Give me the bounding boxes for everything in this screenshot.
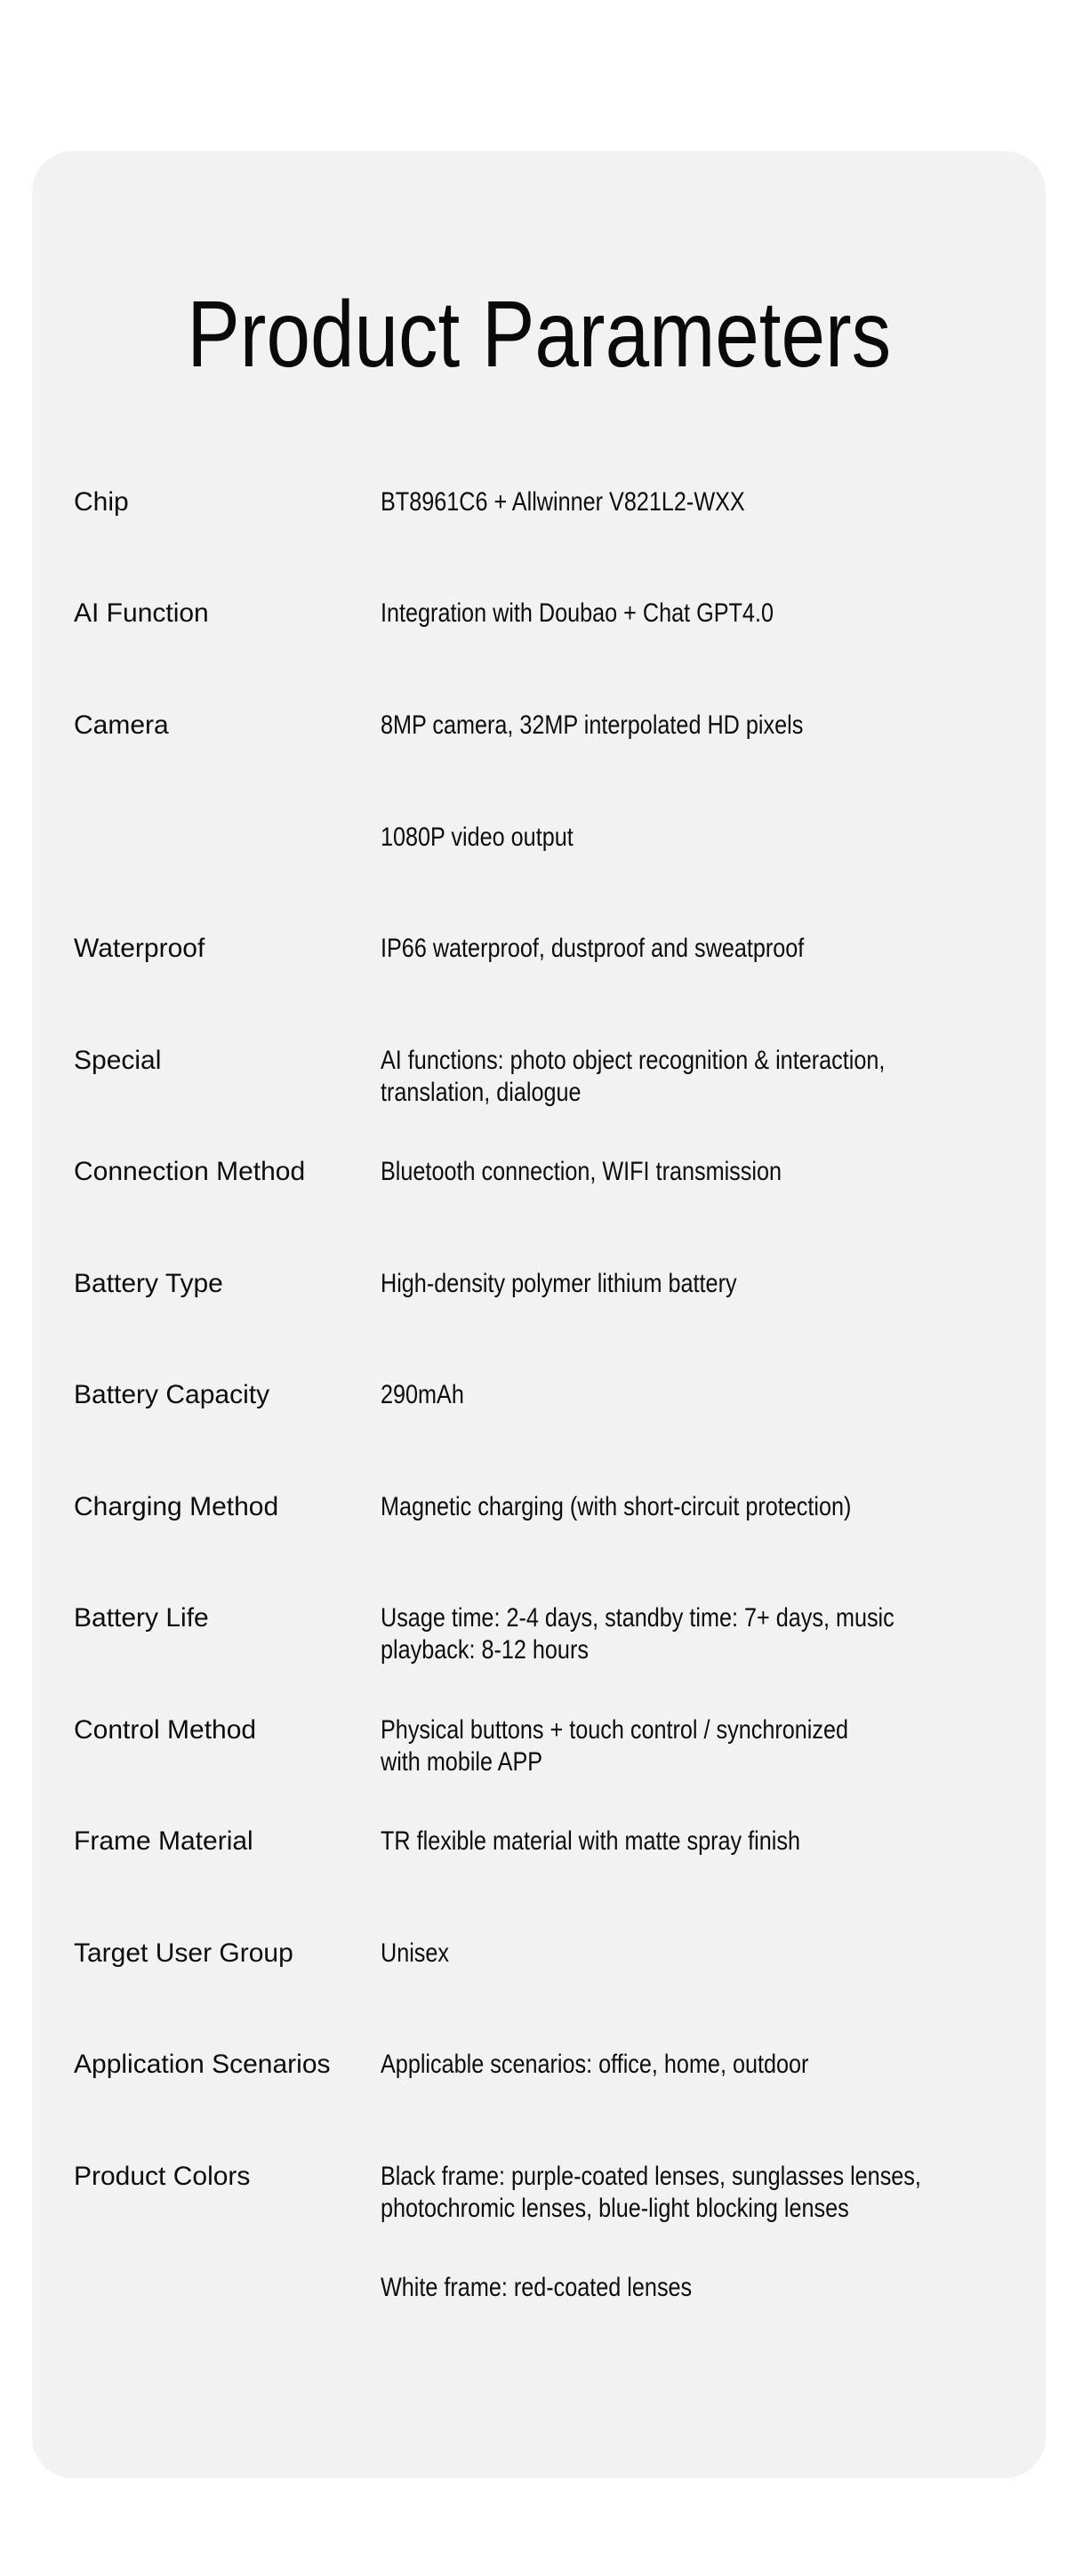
spec-value-line: TR flexible material with matte spray finish [381, 1826, 800, 1856]
spec-value [381, 2049, 890, 2081]
spec-row [32, 1379, 1046, 1411]
spec-value-line: Usage time: 2-4 days, standby time: 7+ days, music [381, 1603, 895, 1633]
spec-row [32, 2049, 1046, 2081]
spec-value-line: Magnetic charging (with short-circuit protection) [381, 1492, 852, 1521]
spec-row [32, 1156, 1046, 1188]
spec-label: Product Colors [74, 2162, 251, 2191]
spec-value [381, 1379, 480, 1411]
spec-label: Chip [74, 487, 129, 517]
spec-row [32, 1268, 1046, 1300]
spec-value-line: with mobile APP [381, 1747, 543, 1777]
spec-label: Charging Method [74, 1492, 279, 1521]
spec-value [381, 486, 814, 518]
spec-row [32, 486, 1046, 518]
spec-value-line: Physical buttons + touch control / synchronized [381, 1715, 848, 1745]
spec-row [32, 1826, 1046, 1858]
spec-value-line: High-density polymer lithium battery [381, 1269, 737, 1298]
spec-value-line: translation, dialogue [381, 1078, 582, 1107]
spec-value [381, 710, 884, 742]
spec-label: Battery Capacity [74, 1380, 270, 1409]
spec-value-line: photochromic lenses, blue-light blocking lenses [381, 2194, 849, 2223]
spec-value-line: White frame: red-coated lenses [381, 2273, 693, 2302]
spec-value-line: playback: 8-12 hours [381, 1635, 589, 1665]
spec-row [32, 822, 1046, 854]
spec-label: Battery Type [74, 1269, 223, 1298]
spec-value [381, 1938, 462, 1970]
spec-label: Connection Method [74, 1157, 306, 1186]
spec-value-line: Applicable scenarios: office, home, outdoor [381, 2050, 809, 2079]
spec-label: Special [74, 1046, 162, 1075]
page-title [32, 282, 1046, 387]
spec-value-line: 1080P video output [381, 823, 574, 852]
spec-label: Waterproof [74, 934, 205, 963]
spec-label: Control Method [74, 1715, 257, 1745]
spec-row [32, 710, 1046, 742]
spec-label: AI Function [74, 598, 209, 628]
spec-value [381, 1268, 805, 1300]
spec-label: Battery Life [74, 1603, 209, 1633]
spec-row [32, 1714, 1046, 1777]
spec-value-line: 290mAh [381, 1380, 464, 1409]
spec-label: Target User Group [74, 1938, 293, 1968]
spec-row [32, 598, 1046, 630]
spec-value-line: Bluetooth connection, WIFI transmission [381, 1157, 782, 1186]
spec-value [381, 2161, 1024, 2225]
spec-value-line: Black frame: purple-coated lenses, sunglasses lenses, [381, 2162, 921, 2191]
spec-value [381, 1156, 858, 1188]
spec-row [32, 1938, 1046, 1970]
spec-row [32, 1602, 1046, 1665]
spec-row [32, 1045, 1046, 1107]
spec-label: Frame Material [74, 1826, 253, 1856]
spec-value-line: AI functions: photo object recognition & interaction, [381, 1046, 886, 1075]
spec-value [381, 822, 610, 854]
page-title-text: Product Parameters [187, 282, 891, 387]
spec-value [381, 1826, 880, 1858]
spec-value-line: BT8961C6 + Allwinner V821L2-WXX [381, 487, 745, 517]
spec-value [381, 1491, 941, 1523]
spec-value-line: IP66 waterproof, dustproof and sweatproof [381, 934, 805, 963]
spec-row [32, 2272, 1046, 2304]
spec-value [381, 1714, 937, 1778]
spec-value [381, 1045, 981, 1109]
spec-value [381, 598, 848, 630]
spec-value [381, 933, 885, 965]
spec-row [32, 1491, 1046, 1523]
product-parameters-card [32, 151, 1046, 2478]
spec-row [32, 933, 1046, 965]
spec-value-line: 8MP camera, 32MP interpolated HD pixels [381, 710, 804, 740]
spec-label: Application Scenarios [74, 2050, 331, 2079]
spec-row [32, 2161, 1046, 2223]
spec-label: Camera [74, 710, 169, 740]
spec-value-line: Integration with Doubao + Chat GPT4.0 [381, 598, 774, 628]
spec-value [381, 2272, 751, 2304]
spec-value [381, 1602, 992, 1666]
spec-value-line: Unisex [381, 1938, 450, 1968]
